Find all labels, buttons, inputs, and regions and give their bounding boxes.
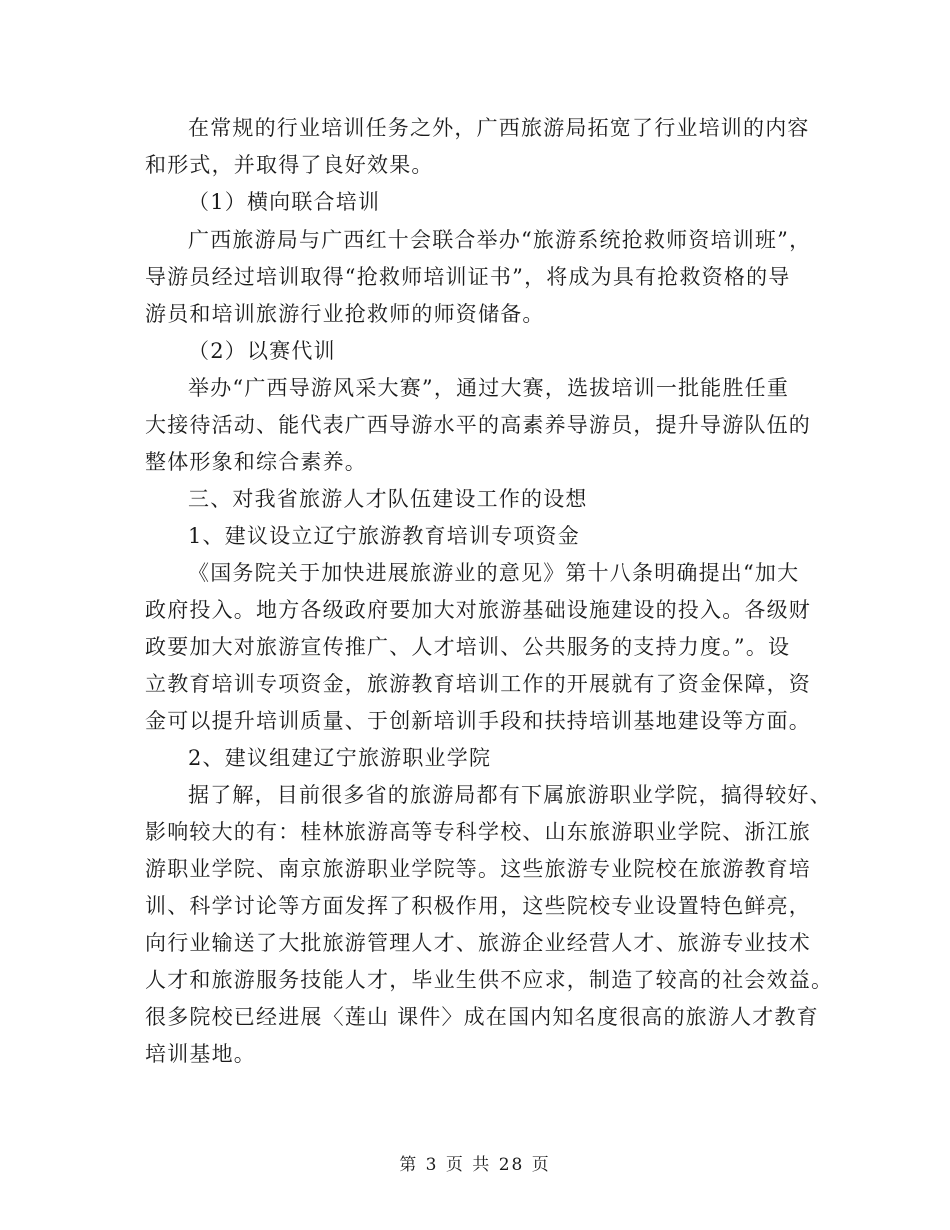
paragraph-line: 举办“广西导游风采大赛”，通过大赛，选拔培训一批能胜任重 <box>188 376 790 400</box>
paragraph-line: 《国务院关于加快进展旅游业的意见》第十八条明确提出“加大 <box>188 561 800 585</box>
paragraph-line: 政府投入。地方各级政府要加大对旅游基础设施建设的投入。各级财 <box>145 598 811 622</box>
paragraph-line: 和形式，并取得了良好效果。 <box>145 153 434 177</box>
paragraph-line: 大接待活动、能代表广西导游水平的高素养导游员，提升导游队伍的 <box>145 413 811 437</box>
paragraph-line: 据了解，目前很多省的旅游局都有下属旅游职业学院，搞得较好、 <box>188 783 832 807</box>
paragraph-line: 游职业学院、南京旅游职业学院等。这些旅游专业院校在旅游教育培 <box>145 857 811 881</box>
paragraph-line: 人才和旅游服务技能人才，毕业生供不应求，制造了较高的社会效益。 <box>145 968 834 992</box>
paragraph-line: 政要加大对旅游宣传推广、人才培训、公共服务的支持力度。”。设 <box>145 635 791 659</box>
section-heading: 三、对我省旅游人才队伍建设工作的设想 <box>188 487 588 511</box>
paragraph-line: 训、科学讨论等方面发挥了积极作用，这些院校专业设置特色鲜亮， <box>145 894 811 918</box>
paragraph-line: 游员和培训旅游行业抢救师的师资储备。 <box>145 302 545 326</box>
subheading: 1、建议设立辽宁旅游教育培训专项资金 <box>188 524 580 548</box>
subheading: （1）横向联合培训 <box>188 190 381 214</box>
paragraph-line: 金可以提升培训质量、于创新培训手段和扶持培训基地建设等方面。 <box>145 709 811 733</box>
paragraph-line: 广西旅游局与广西红十会联合举办“旅游系统抢救师资培训班”， <box>188 228 812 252</box>
paragraph-line: 培训基地。 <box>145 1042 256 1066</box>
paragraph-line: 导游员经过培训取得“抢救师培训证书”，将成为具有抢救资格的导 <box>145 265 791 289</box>
paragraph-line: 向行业输送了大批旅游管理人才、旅游企业经营人才、旅游专业技术 <box>145 931 811 955</box>
paragraph-line: 影响较大的有：桂林旅游高等专科学校、山东旅游职业学院、浙江旅 <box>145 820 811 844</box>
paragraph-line: 很多院校已经进展〈莲山 课件〉成在国内知名度很高的旅游人才教育 <box>145 1005 819 1029</box>
paragraph-line: 在常规的行业培训任务之外，广西旅游局拓宽了行业培训的内容 <box>188 116 810 140</box>
paragraph-line: 整体形象和综合素养。 <box>145 450 367 474</box>
subheading: 2、建议组建辽宁旅游职业学院 <box>188 746 492 770</box>
subheading: （2）以赛代训 <box>188 339 336 363</box>
paragraph-line: 立教育培训专项资金，旅游教育培训工作的开展就有了资金保障，资 <box>145 672 811 696</box>
page-number-footer: 第 3 页 共 28 页 <box>399 1155 551 1175</box>
